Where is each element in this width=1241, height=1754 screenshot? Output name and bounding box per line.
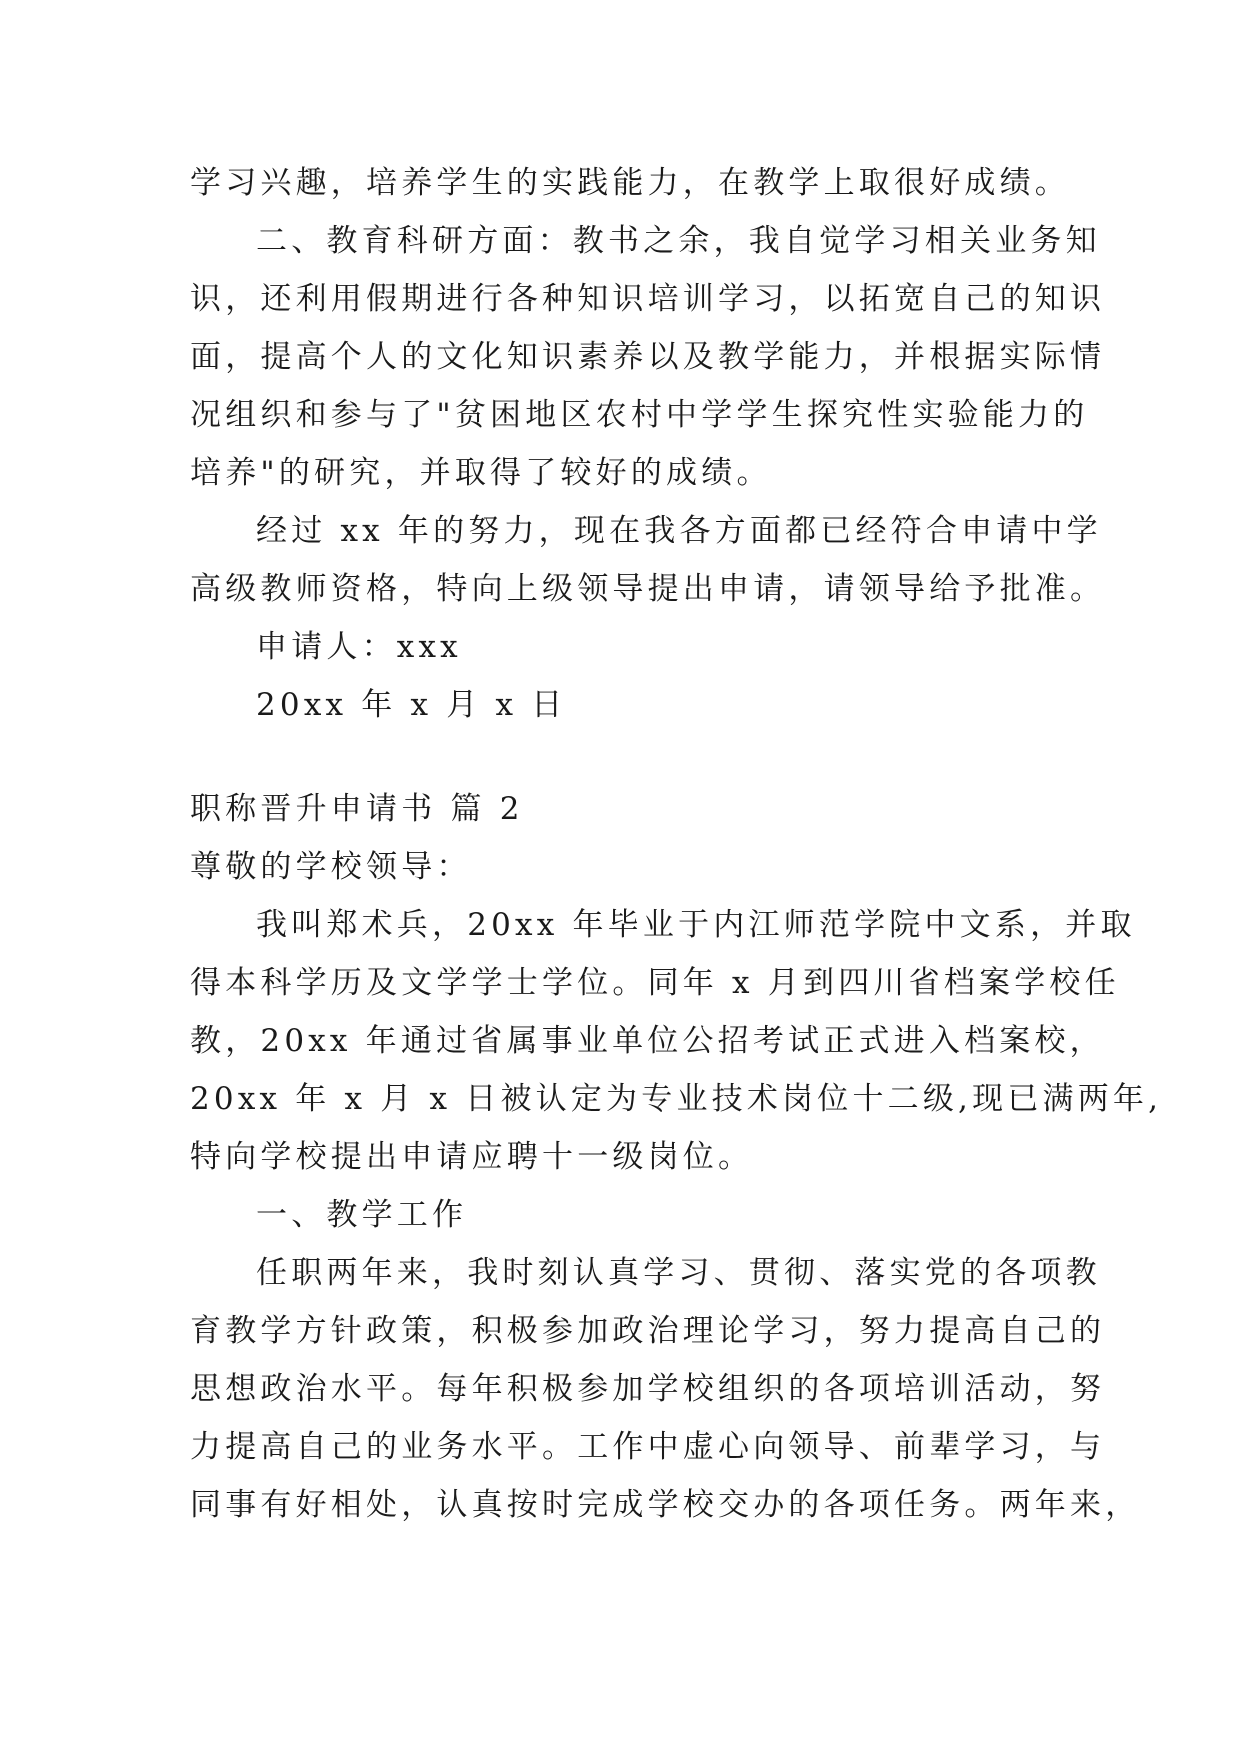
applicant-signature: 申请人：xxx [256,629,462,665]
date-line: 20xx 年 x 月 x 日 [256,687,567,723]
paragraph-line: 同事有好相处，认真按时完成学校交办的各项任务。两年来， [190,1487,1141,1523]
paragraph-line: 识，还利用假期进行各种知识培训学习，以拓宽自己的知识 [190,281,1106,317]
salutation: 尊敬的学校领导： [190,849,472,885]
section-heading-teaching: 一、教学工作 [256,1197,468,1233]
paragraph-line: 得本科学历及文学学士学位。同年 x 月到四川省档案学校任 [190,965,1120,1001]
paragraph-line: 学习兴趣，培养学生的实践能力，在教学上取很好成绩。 [190,165,1070,201]
paragraph-line: 教，20xx 年通过省属事业单位公招考试正式进入档案校， [190,1023,1105,1059]
paragraph-line: 育教学方针政策，积极参加政治理论学习，努力提高自己的 [190,1313,1106,1349]
document-title: 职称晋升申请书 篇 2 [190,791,524,827]
paragraph-line: 经过 xx 年的努力，现在我各方面都已经符合申请中学 [256,513,1102,549]
paragraph-line: 况组织和参与了"贫困地区农村中学学生探究性实验能力的 [190,397,1089,433]
paragraph-line: 思想政治水平。每年积极参加学校组织的各项培训活动，努 [190,1371,1106,1407]
paragraph-line: 力提高自己的业务水平。工作中虚心向领导、前辈学习，与 [190,1429,1106,1465]
paragraph-line: 培养"的研究，并取得了较好的成绩。 [190,455,772,491]
section-heading-research: 二、教育科研方面：教书之余，我自觉学习相关业务知 [256,223,1101,259]
paragraph-line: 我叫郑术兵，20xx 年毕业于内江师范学院中文系，并取 [256,907,1136,943]
paragraph-line: 高级教师资格，特向上级领导提出申请，请领导给予批准。 [190,571,1106,607]
paragraph-line: 面，提高个人的文化知识素养以及教学能力，并根据实际情 [190,339,1106,375]
paragraph-line: 任职两年来，我时刻认真学习、贯彻、落实党的各项教 [256,1255,1101,1291]
paragraph-line: 特向学校提出申请应聘十一级岗位。 [190,1139,754,1175]
paragraph-line: 20xx 年 x 月 x 日被认定为专业技术岗位十二级,现已满两年, [190,1081,1163,1117]
